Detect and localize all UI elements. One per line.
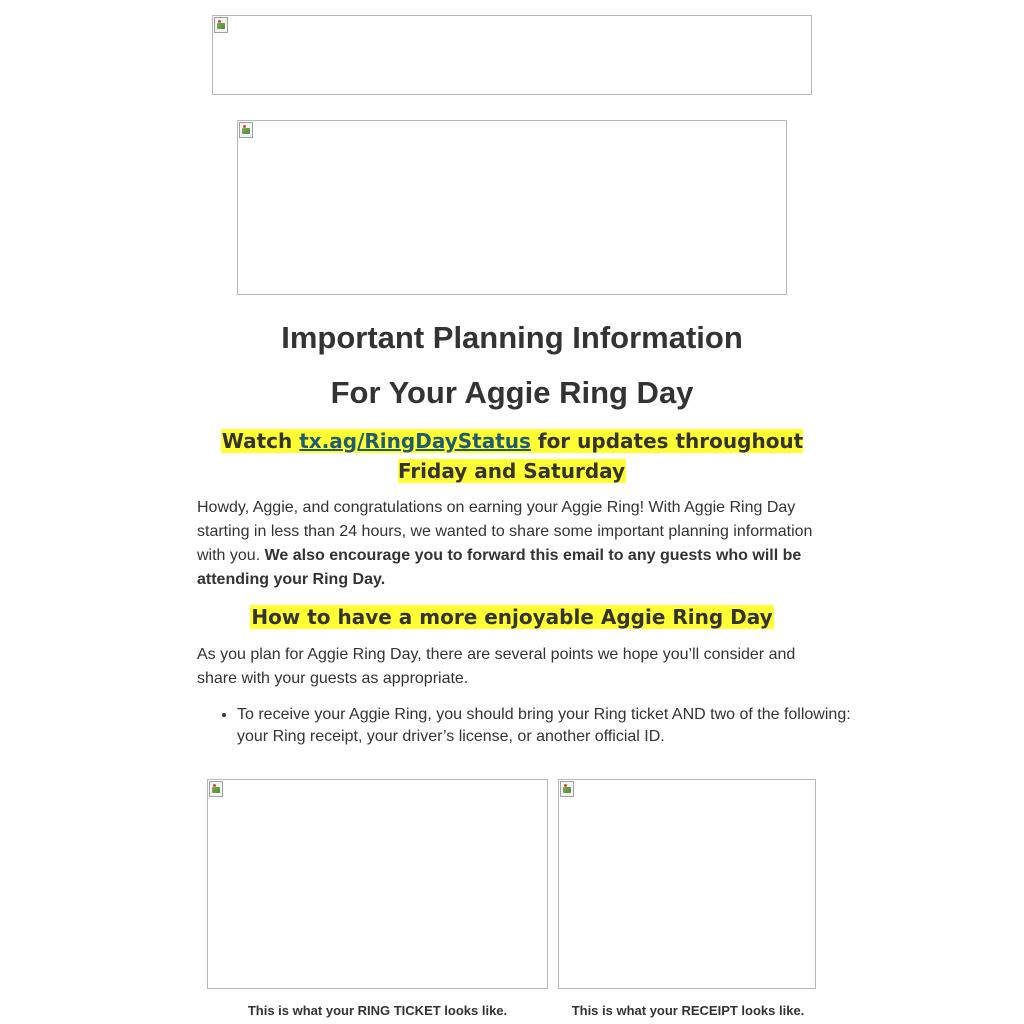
broken-image-icon bbox=[214, 17, 228, 33]
section-subheading-text: How to have a more enjoyable Aggie Ring Day bbox=[251, 605, 773, 629]
banner-image bbox=[212, 15, 812, 95]
ring-ticket-caption: This is what your RING TICKET looks like. bbox=[247, 1003, 508, 1018]
plan-paragraph: As you plan for Aggie Ring Day, there are several points we hope you’ll consider and share with your guests as appropriate. bbox=[197, 646, 796, 687]
page-subtitle: For Your Aggie Ring Day bbox=[330, 375, 694, 410]
intro-paragraph bbox=[197, 496, 827, 592]
broken-image-icon bbox=[560, 781, 574, 797]
page-title: Important Planning Information bbox=[281, 320, 743, 355]
status-notice-highlight bbox=[221, 429, 803, 483]
receipt-image bbox=[558, 779, 816, 989]
status-notice-suffix: for updates throughout Friday and Saturday bbox=[397, 429, 804, 483]
hero-image bbox=[237, 120, 787, 295]
status-notice bbox=[196, 426, 828, 486]
intro-text: Howdy, Aggie, and congratulations on earning your Aggie Ring! With Aggie Ring Day starting in less than 24 hours, we wanted to share some important planning information with you. bbox=[197, 499, 813, 564]
status-notice-prefix: Watch bbox=[221, 429, 300, 453]
broken-image-icon bbox=[209, 781, 223, 797]
ring-day-status-link[interactable]: tx.ag/RingDayStatus bbox=[299, 429, 531, 453]
list-item: • To receive your Aggie Ring, you should bring your Ring ticket AND two of the following: your Ring receipt, your driver’s license, or another official ID. bbox=[237, 704, 867, 748]
tips-list bbox=[197, 704, 867, 748]
broken-image-icon bbox=[239, 122, 253, 138]
receipt-caption: This is what your RECEIPT looks like. bbox=[571, 1003, 805, 1018]
section-subheading bbox=[196, 602, 828, 632]
intro-bold-text: We also encourage you to forward this email to any guests who will be attending your Ring Day. bbox=[197, 547, 802, 588]
ring-ticket-image bbox=[207, 779, 548, 989]
